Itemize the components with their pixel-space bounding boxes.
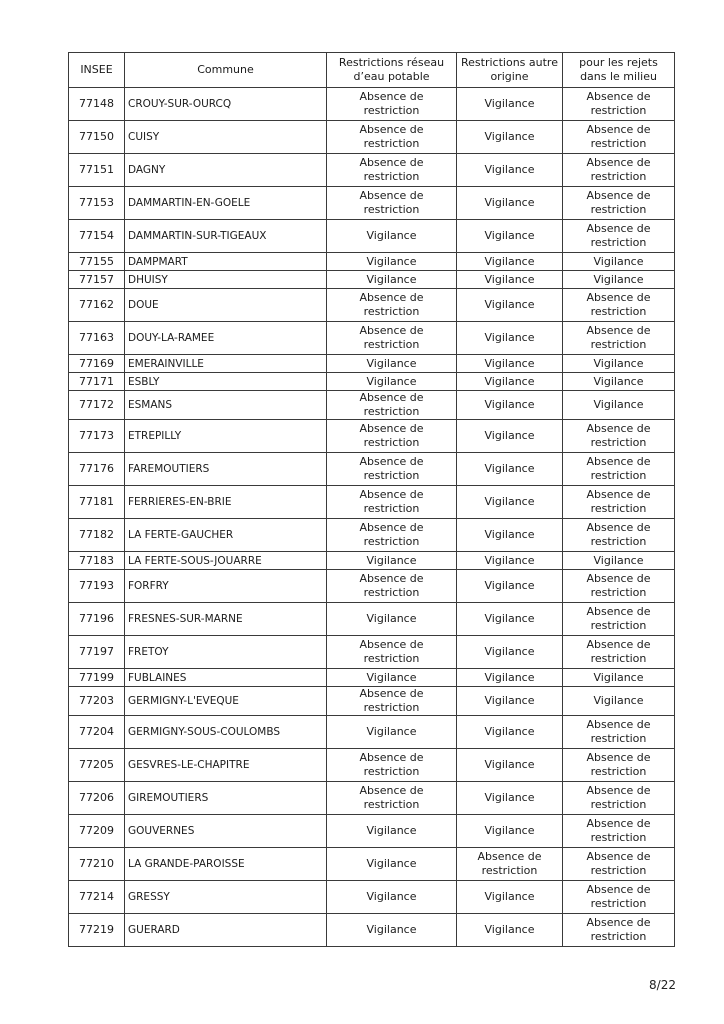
rejets-restriction-cell: Absence de restriction [563, 420, 675, 453]
potable-restriction-cell: Vigilance [327, 669, 457, 687]
table-row [69, 453, 675, 486]
other-restriction-cell: Vigilance [457, 687, 563, 716]
rejets-restriction-cell: Vigilance [563, 669, 675, 687]
table-header [69, 53, 675, 88]
other-restriction-cell: Vigilance [457, 782, 563, 815]
other-restriction-cell: Vigilance [457, 121, 563, 154]
other-restriction-cell: Absence de restriction [457, 848, 563, 881]
header-restrictions-autre: Restrictions autre origine [457, 53, 563, 88]
potable-restriction-cell: Absence de restriction [327, 121, 457, 154]
insee-cell: 77157 [69, 271, 125, 289]
other-restriction-cell: Vigilance [457, 154, 563, 187]
table-row [69, 88, 675, 121]
rejets-restriction-cell: Absence de restriction [563, 220, 675, 253]
insee-cell: 77193 [69, 570, 125, 603]
commune-cell: GUERARD [125, 914, 327, 947]
commune-cell: ESBLY [125, 373, 327, 391]
rejets-restriction-cell: Absence de restriction [563, 519, 675, 552]
table-row [69, 486, 675, 519]
header-row [69, 53, 675, 88]
table-row [69, 154, 675, 187]
insee-cell: 77209 [69, 815, 125, 848]
other-restriction-cell: Vigilance [457, 716, 563, 749]
table-row [69, 749, 675, 782]
insee-cell: 77154 [69, 220, 125, 253]
table-row [69, 881, 675, 914]
insee-cell: 77148 [69, 88, 125, 121]
header-restrictions-potable: Restrictions réseau d’eau potable [327, 53, 457, 88]
potable-restriction-cell: Vigilance [327, 373, 457, 391]
commune-cell: FRETOY [125, 636, 327, 669]
other-restriction-cell: Vigilance [457, 815, 563, 848]
insee-cell: 77203 [69, 687, 125, 716]
commune-cell: GESVRES-LE-CHAPITRE [125, 749, 327, 782]
table-row [69, 187, 675, 220]
table-row [69, 289, 675, 322]
potable-restriction-cell: Absence de restriction [327, 519, 457, 552]
other-restriction-cell: Vigilance [457, 355, 563, 373]
rejets-restriction-cell: Vigilance [563, 373, 675, 391]
table-row [69, 391, 675, 420]
insee-cell: 77219 [69, 914, 125, 947]
rejets-restriction-cell: Absence de restriction [563, 453, 675, 486]
rejets-restriction-cell: Absence de restriction [563, 570, 675, 603]
commune-cell: DAMMARTIN-EN-GOELE [125, 187, 327, 220]
commune-cell: GRESSY [125, 881, 327, 914]
other-restriction-cell: Vigilance [457, 289, 563, 322]
commune-cell: DAMMARTIN-SUR-TIGEAUX [125, 220, 327, 253]
table-row [69, 815, 675, 848]
other-restriction-cell: Vigilance [457, 420, 563, 453]
potable-restriction-cell: Vigilance [327, 552, 457, 570]
other-restriction-cell: Vigilance [457, 271, 563, 289]
insee-cell: 77205 [69, 749, 125, 782]
insee-cell: 77196 [69, 603, 125, 636]
other-restriction-cell: Vigilance [457, 519, 563, 552]
insee-cell: 77181 [69, 486, 125, 519]
rejets-restriction-cell: Vigilance [563, 391, 675, 420]
rejets-restriction-cell: Absence de restriction [563, 603, 675, 636]
insee-cell: 77182 [69, 519, 125, 552]
insee-cell: 77197 [69, 636, 125, 669]
other-restriction-cell: Vigilance [457, 552, 563, 570]
potable-restriction-cell: Absence de restriction [327, 749, 457, 782]
rejets-restriction-cell: Absence de restriction [563, 914, 675, 947]
commune-cell: GERMIGNY-L'EVEQUE [125, 687, 327, 716]
potable-restriction-cell: Vigilance [327, 914, 457, 947]
commune-cell: LA FERTE-GAUCHER [125, 519, 327, 552]
insee-cell: 77204 [69, 716, 125, 749]
table-row [69, 420, 675, 453]
commune-cell: GIREMOUTIERS [125, 782, 327, 815]
table-row [69, 355, 675, 373]
rejets-restriction-cell: Absence de restriction [563, 848, 675, 881]
potable-restriction-cell: Vigilance [327, 253, 457, 271]
table-row [69, 914, 675, 947]
table-row [69, 271, 675, 289]
rejets-restriction-cell: Absence de restriction [563, 749, 675, 782]
other-restriction-cell: Vigilance [457, 391, 563, 420]
potable-restriction-cell: Absence de restriction [327, 636, 457, 669]
rejets-restriction-cell: Absence de restriction [563, 289, 675, 322]
potable-restriction-cell: Vigilance [327, 716, 457, 749]
rejets-restriction-cell: Vigilance [563, 271, 675, 289]
insee-cell: 77206 [69, 782, 125, 815]
other-restriction-cell: Vigilance [457, 453, 563, 486]
rejets-restriction-cell: Absence de restriction [563, 716, 675, 749]
other-restriction-cell: Vigilance [457, 373, 563, 391]
potable-restriction-cell: Absence de restriction [327, 570, 457, 603]
table-row [69, 603, 675, 636]
potable-restriction-cell: Absence de restriction [327, 187, 457, 220]
rejets-restriction-cell: Absence de restriction [563, 486, 675, 519]
table-row [69, 636, 675, 669]
restrictions-table [68, 52, 675, 947]
insee-cell: 77183 [69, 552, 125, 570]
commune-cell: CUISY [125, 121, 327, 154]
rejets-restriction-cell: Vigilance [563, 552, 675, 570]
potable-restriction-cell: Absence de restriction [327, 322, 457, 355]
other-restriction-cell: Vigilance [457, 636, 563, 669]
insee-cell: 77163 [69, 322, 125, 355]
insee-cell: 77176 [69, 453, 125, 486]
commune-cell: ETREPILLY [125, 420, 327, 453]
rejets-restriction-cell: Absence de restriction [563, 782, 675, 815]
insee-cell: 77153 [69, 187, 125, 220]
potable-restriction-cell: Absence de restriction [327, 687, 457, 716]
potable-restriction-cell: Vigilance [327, 220, 457, 253]
commune-cell: DOUY-LA-RAMEE [125, 322, 327, 355]
other-restriction-cell: Vigilance [457, 603, 563, 636]
insee-cell: 77171 [69, 373, 125, 391]
rejets-restriction-cell: Absence de restriction [563, 121, 675, 154]
potable-restriction-cell: Absence de restriction [327, 453, 457, 486]
commune-cell: DOUE [125, 289, 327, 322]
page-number: 8/22 [649, 978, 676, 992]
table-row [69, 570, 675, 603]
table-row [69, 322, 675, 355]
commune-cell: GERMIGNY-SOUS-COULOMBS [125, 716, 327, 749]
other-restriction-cell: Vigilance [457, 253, 563, 271]
rejets-restriction-cell: Absence de restriction [563, 88, 675, 121]
potable-restriction-cell: Absence de restriction [327, 88, 457, 121]
potable-restriction-cell: Absence de restriction [327, 289, 457, 322]
insee-cell: 77172 [69, 391, 125, 420]
table-row [69, 716, 675, 749]
header-insee: INSEE [69, 53, 125, 88]
potable-restriction-cell: Vigilance [327, 355, 457, 373]
insee-cell: 77155 [69, 253, 125, 271]
insee-cell: 77214 [69, 881, 125, 914]
table-row [69, 253, 675, 271]
commune-cell: FORFRY [125, 570, 327, 603]
table-row [69, 220, 675, 253]
other-restriction-cell: Vigilance [457, 187, 563, 220]
insee-cell: 77162 [69, 289, 125, 322]
commune-cell: FRESNES-SUR-MARNE [125, 603, 327, 636]
table-row [69, 552, 675, 570]
table-row [69, 782, 675, 815]
table-row [69, 519, 675, 552]
table-row [69, 121, 675, 154]
rejets-restriction-cell: Absence de restriction [563, 154, 675, 187]
rejets-restriction-cell: Vigilance [563, 253, 675, 271]
other-restriction-cell: Vigilance [457, 881, 563, 914]
other-restriction-cell: Vigilance [457, 88, 563, 121]
commune-cell: FUBLAINES [125, 669, 327, 687]
commune-cell: FAREMOUTIERS [125, 453, 327, 486]
commune-cell: CROUY-SUR-OURCQ [125, 88, 327, 121]
other-restriction-cell: Vigilance [457, 486, 563, 519]
commune-cell: LA GRANDE-PAROISSE [125, 848, 327, 881]
commune-cell: ESMANS [125, 391, 327, 420]
rejets-restriction-cell: Vigilance [563, 687, 675, 716]
commune-cell: EMERAINVILLE [125, 355, 327, 373]
potable-restriction-cell: Absence de restriction [327, 154, 457, 187]
other-restriction-cell: Vigilance [457, 570, 563, 603]
rejets-restriction-cell: Absence de restriction [563, 881, 675, 914]
other-restriction-cell: Vigilance [457, 220, 563, 253]
potable-restriction-cell: Absence de restriction [327, 486, 457, 519]
commune-cell: DHUISY [125, 271, 327, 289]
header-commune: Commune [125, 53, 327, 88]
potable-restriction-cell: Absence de restriction [327, 391, 457, 420]
table-row [69, 848, 675, 881]
commune-cell: FERRIERES-EN-BRIE [125, 486, 327, 519]
rejets-restriction-cell: Absence de restriction [563, 187, 675, 220]
insee-cell: 77210 [69, 848, 125, 881]
insee-cell: 77150 [69, 121, 125, 154]
potable-restriction-cell: Vigilance [327, 848, 457, 881]
insee-cell: 77169 [69, 355, 125, 373]
table-row [69, 669, 675, 687]
potable-restriction-cell: Vigilance [327, 603, 457, 636]
header-rejets-milieu: pour les rejets dans le milieu [563, 53, 675, 88]
table-body [69, 88, 675, 947]
potable-restriction-cell: Vigilance [327, 815, 457, 848]
rejets-restriction-cell: Absence de restriction [563, 815, 675, 848]
other-restriction-cell: Vigilance [457, 749, 563, 782]
insee-cell: 77173 [69, 420, 125, 453]
rejets-restriction-cell: Absence de restriction [563, 636, 675, 669]
commune-cell: DAMPMART [125, 253, 327, 271]
potable-restriction-cell: Absence de restriction [327, 782, 457, 815]
potable-restriction-cell: Absence de restriction [327, 420, 457, 453]
commune-cell: LA FERTE-SOUS-JOUARRE [125, 552, 327, 570]
table-row [69, 373, 675, 391]
rejets-restriction-cell: Absence de restriction [563, 322, 675, 355]
potable-restriction-cell: Vigilance [327, 881, 457, 914]
other-restriction-cell: Vigilance [457, 914, 563, 947]
rejets-restriction-cell: Vigilance [563, 355, 675, 373]
commune-cell: DAGNY [125, 154, 327, 187]
other-restriction-cell: Vigilance [457, 322, 563, 355]
insee-cell: 77199 [69, 669, 125, 687]
commune-cell: GOUVERNES [125, 815, 327, 848]
insee-cell: 77151 [69, 154, 125, 187]
table-row [69, 687, 675, 716]
potable-restriction-cell: Vigilance [327, 271, 457, 289]
other-restriction-cell: Vigilance [457, 669, 563, 687]
